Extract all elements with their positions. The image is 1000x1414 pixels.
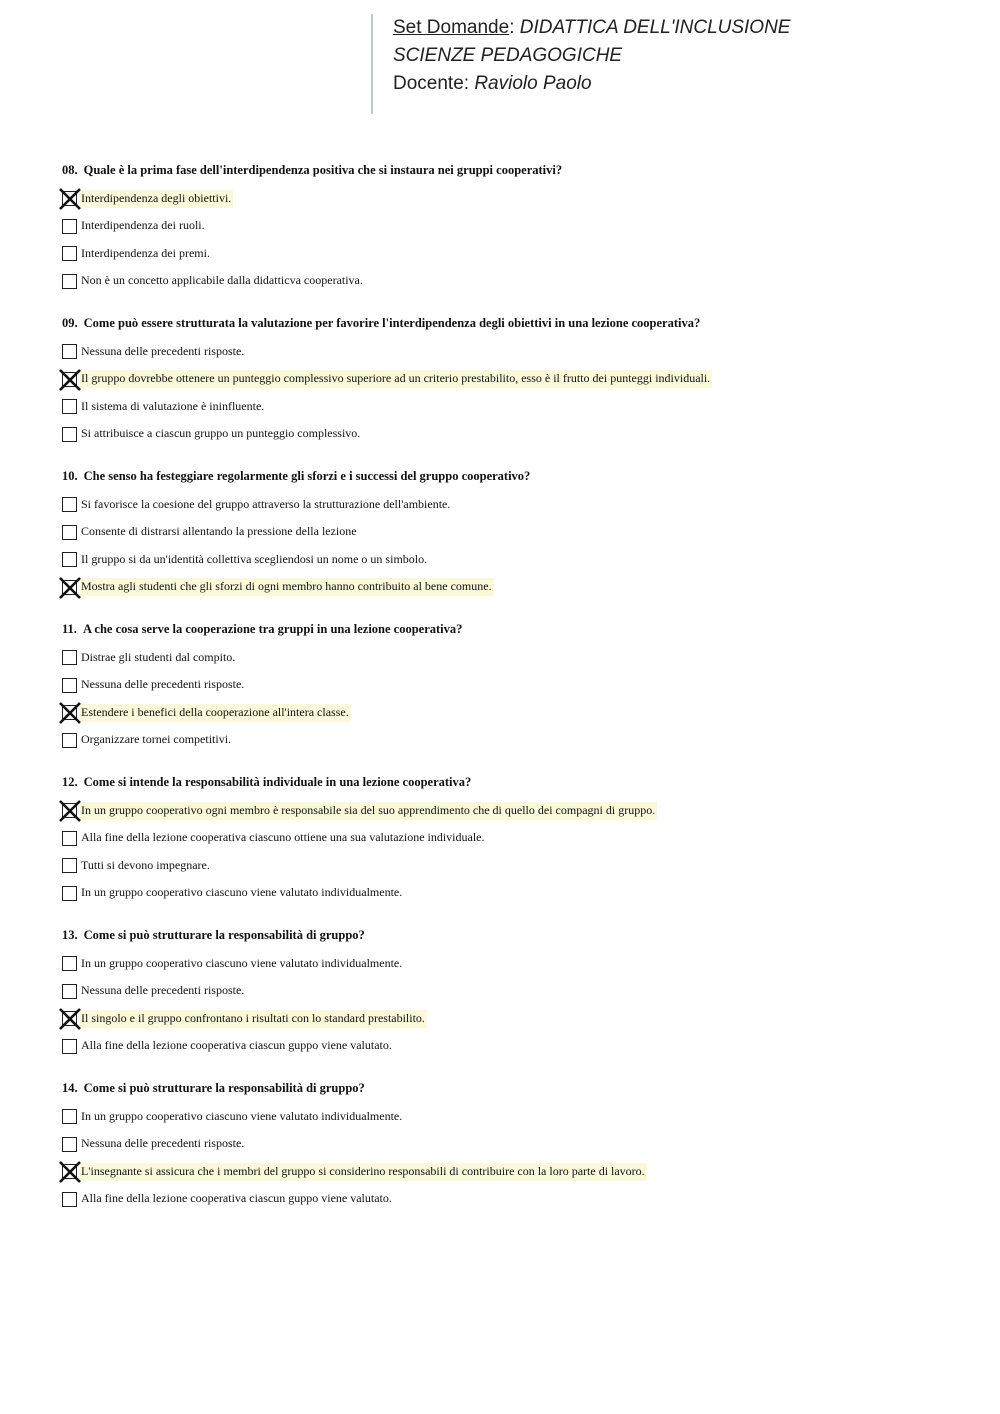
checkbox[interactable]: [62, 650, 77, 665]
question-block: [62, 925, 962, 1060]
question-title: [62, 466, 962, 486]
answer-text: Mostra agli studenti che gli sforzi di ogni membro hanno contribuito al bene comune.: [80, 578, 494, 596]
checkbox[interactable]: [62, 831, 77, 846]
answer-option[interactable]: [62, 421, 962, 449]
answer-text: In un gruppo cooperativo ciascuno viene valutato individualmente.: [81, 885, 403, 900]
cross-mark-icon: [58, 1160, 82, 1184]
cross-mark-icon: [58, 368, 82, 392]
answer-option[interactable]: [62, 797, 962, 825]
answer-text: Organizzare tornei competitivi.: [81, 732, 232, 747]
question-title: [62, 160, 962, 180]
checkbox-checked[interactable]: [62, 1011, 77, 1026]
question-block: [62, 1078, 962, 1213]
set-label: Set Domande: [393, 17, 510, 38]
answer-text: Estendere i benefici della cooperazione all'intera classe.: [80, 704, 351, 722]
cross-mark-icon: [58, 187, 82, 211]
set-separator: :: [509, 17, 515, 38]
teacher-line: [393, 70, 790, 98]
answer-option[interactable]: [62, 491, 962, 519]
answer-option[interactable]: [62, 1158, 962, 1186]
checkbox[interactable]: [62, 399, 77, 414]
checkbox[interactable]: [62, 678, 77, 693]
checkbox[interactable]: [62, 525, 77, 540]
answer-option[interactable]: [62, 185, 962, 213]
answer-text: Tutti si devono impegnare.: [81, 857, 210, 872]
question-title: [62, 772, 962, 792]
document-header: [371, 14, 790, 114]
teacher-label: Docente:: [393, 73, 470, 94]
checkbox[interactable]: [62, 886, 77, 901]
answer-text: Nessuna delle precedenti risposte.: [81, 343, 245, 358]
answer-option[interactable]: [62, 1033, 962, 1061]
question-number: 13.: [62, 928, 78, 942]
question-text: Come si può strutturare la responsabilità di gruppo?: [83, 928, 365, 942]
answer-option[interactable]: [62, 1103, 962, 1131]
answer-text: Si attribuisce a ciascun gruppo un punteggio complessivo.: [81, 426, 361, 441]
question-number: 10.: [62, 469, 78, 483]
checkbox[interactable]: [62, 246, 77, 261]
answer-option[interactable]: [62, 366, 962, 394]
answer-text: Nessuna delle precedenti risposte.: [81, 983, 245, 998]
answer-option[interactable]: [62, 1005, 962, 1033]
checkbox[interactable]: [62, 1039, 77, 1054]
checkbox[interactable]: [62, 1109, 77, 1124]
question-text: Come si può strutturare la responsabilità di gruppo?: [83, 1081, 365, 1095]
checkbox[interactable]: [62, 552, 77, 567]
answer-option[interactable]: [62, 727, 962, 755]
answer-option[interactable]: [62, 519, 962, 547]
question-title: [62, 313, 962, 333]
question-block: [62, 619, 962, 754]
answer-text: Il gruppo dovrebbe ottenere un punteggio complessivo superiore ad un criterio prestabilito, esso è il frutto dei punteggi individuali.: [80, 370, 712, 388]
answer-option[interactable]: [62, 950, 962, 978]
answer-text: Interdipendenza dei ruoli.: [81, 218, 205, 233]
cross-mark-icon: [58, 576, 82, 600]
set-line: [393, 14, 790, 42]
question-title: [62, 1078, 962, 1098]
cross-mark-icon: [58, 799, 82, 823]
question-text: Come può essere strutturata la valutazione per favorire l'interdipendenza degli obiettivi in una lezione cooperativa?: [83, 316, 701, 330]
question-number: 14.: [62, 1081, 78, 1095]
question-number: 08.: [62, 163, 78, 177]
checkbox[interactable]: [62, 344, 77, 359]
question-list: [62, 160, 962, 1231]
checkbox[interactable]: [62, 1192, 77, 1207]
question-block: [62, 772, 962, 907]
answer-option[interactable]: [62, 699, 962, 727]
answer-text: Alla fine della lezione cooperativa ciascun guppo viene valutato.: [81, 1038, 392, 1053]
question-text: Quale è la prima fase dell'interdipendenza positiva che si instaura nei gruppi cooperativi?: [83, 163, 563, 177]
degree-line: [393, 42, 790, 70]
answer-text: In un gruppo cooperativo ogni membro è responsabile sia del suo apprendimento che di quello dei compagni di gruppo.: [80, 802, 657, 820]
answer-text: Nessuna delle precedenti risposte.: [81, 1136, 245, 1151]
answer-text: Alla fine della lezione cooperativa ciascun guppo viene valutato.: [81, 1191, 392, 1206]
answer-text: Il gruppo si da un'identità collettiva scegliendosi un nome o un simbolo.: [81, 551, 428, 566]
answer-text: In un gruppo cooperativo ciascuno viene valutato individualmente.: [81, 1108, 403, 1123]
answer-text: Nessuna delle precedenti risposte.: [81, 677, 245, 692]
answer-option[interactable]: [62, 852, 962, 880]
answer-text: Interdipendenza degli obiettivi.: [80, 190, 233, 208]
answer-text: Distrae gli studenti dal compito.: [81, 649, 236, 664]
answer-text: Interdipendenza dei premi.: [81, 245, 210, 260]
checkbox[interactable]: [62, 956, 77, 971]
checkbox-checked[interactable]: [62, 580, 77, 595]
teacher-name: Raviolo Paolo: [474, 73, 592, 94]
checkbox[interactable]: [62, 858, 77, 873]
question-title: [62, 925, 962, 945]
checkbox[interactable]: [62, 497, 77, 512]
cross-mark-icon: [58, 701, 82, 725]
answer-option[interactable]: [62, 546, 962, 574]
answer-option[interactable]: [62, 825, 962, 853]
answer-option[interactable]: [62, 213, 962, 241]
answer-text: L'insegnante si assicura che i membri del gruppo si considerino responsabili di contribuire con la loro parte di lavoro.: [80, 1163, 647, 1181]
answer-option[interactable]: [62, 240, 962, 268]
checkbox[interactable]: [62, 427, 77, 442]
checkbox[interactable]: [62, 1137, 77, 1152]
answer-option[interactable]: [62, 338, 962, 366]
question-title: [62, 619, 962, 639]
checkbox-checked[interactable]: [62, 705, 77, 720]
question-number: 12.: [62, 775, 78, 789]
checkbox[interactable]: [62, 984, 77, 999]
checkbox[interactable]: [62, 219, 77, 234]
answer-option[interactable]: [62, 672, 962, 700]
answer-option[interactable]: [62, 393, 962, 421]
checkbox-checked[interactable]: [62, 1164, 77, 1179]
checkbox-checked[interactable]: [62, 191, 77, 206]
answer-option[interactable]: [62, 1186, 962, 1214]
checkbox[interactable]: [62, 274, 77, 289]
answer-text: Si favorisce la coesione del gruppo attraverso la strutturazione dell'ambiente.: [81, 496, 451, 511]
answer-option[interactable]: [62, 978, 962, 1006]
question-text: Che senso ha festeggiare regolarmente gli sforzi e i successi del gruppo cooperativo?: [83, 469, 531, 483]
question-number: 11.: [62, 622, 77, 636]
checkbox[interactable]: [62, 733, 77, 748]
question-block: [62, 313, 962, 448]
answer-text: Il singolo e il gruppo confrontano i risultati con lo standard prestabilito.: [80, 1010, 427, 1028]
course-title: DIDATTICA DELL'INCLUSIONE: [519, 17, 791, 38]
checkbox-checked[interactable]: [62, 803, 77, 818]
answer-text: Non è un concetto applicabile dalla didatticva cooperativa.: [81, 273, 363, 288]
answer-text: In un gruppo cooperativo ciascuno viene valutato individualmente.: [81, 955, 403, 970]
checkbox-checked[interactable]: [62, 372, 77, 387]
degree-title: SCIENZE PEDAGOGICHE: [393, 45, 623, 66]
answer-text: Consente di distrarsi allentando la pressione della lezione: [81, 524, 357, 539]
answer-text: Il sistema di valutazione è ininfluente.: [81, 398, 265, 413]
answer-option[interactable]: [62, 268, 962, 296]
cross-mark-icon: [58, 1007, 82, 1031]
question-text: Come si intende la responsabilità individuale in una lezione cooperativa?: [83, 775, 472, 789]
answer-text: Alla fine della lezione cooperativa ciascuno ottiene una sua valutazione individuale.: [81, 830, 485, 845]
question-block: [62, 160, 962, 295]
question-text: A che cosa serve la cooperazione tra gruppi in una lezione cooperativa?: [82, 622, 463, 636]
answer-option[interactable]: [62, 1131, 962, 1159]
question-number: 09.: [62, 316, 78, 330]
answer-option[interactable]: [62, 574, 962, 602]
question-block: [62, 466, 962, 601]
answer-option[interactable]: [62, 644, 962, 672]
answer-option[interactable]: [62, 880, 962, 908]
